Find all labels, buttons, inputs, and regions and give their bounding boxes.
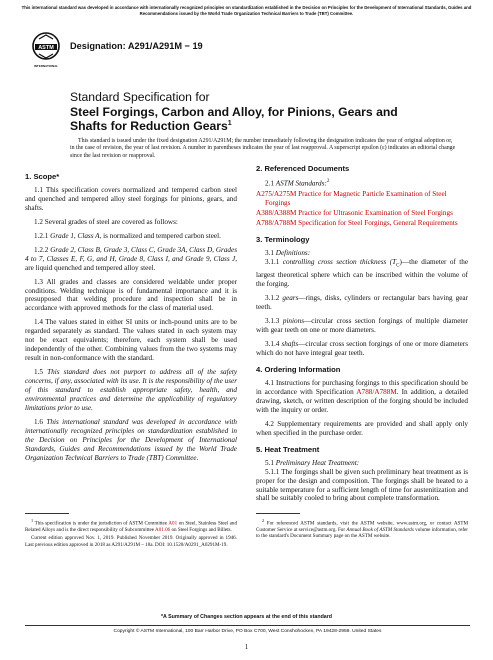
footnote-text: For referenced ASTM standards, visit the ASTM website, www.astm.org, or contact ASTM Customer Service at service@astm.org. For [256,520,468,533]
safety-caveat: This standard does not purport to address all of the safety concerns, if any, associated with its use. It is the responsibility of the user of this standard to establish appropriate safety, health, and environmental practices and determine the applicability of regulatory limitations prior to use. [25,368,238,412]
grade-text: Grade 1, Class A, [50,231,102,240]
section-1-1: 1.1 This specification covers normalized and tempered carbon steel and quenched and tempered alloy steel forgings for pinions, gears, and shafts. [25,185,237,212]
logo-subtext: INTERNATIONAL [33,64,59,68]
footnote-text: on Steel, Stainless Steel and Related Alloys and is the direct responsibility of Subcommittee [25,520,238,533]
section-number: 3.1.3 [265,317,280,326]
section-title: Preliminary Heat Treatment: [275,458,360,467]
wto-notice: This international standard was developed in accordance with internationally recognized principles on standardization established in the Decision on Principles for the Development of International Standards, Guides and Recommendations issued by the World Trade Organization Technical Barriers to Trade (TBT) Committee. [21,5,472,16]
section-1-2-1 [25,232,237,241]
section-1-5 [25,368,237,413]
grade-text: Grade 2, Class B, Grade 3, Class C, Grade 3A, Class D, Grades 4 to 7, Classes E, F, G, and H, Grade 8, Class I, and Grade 9, Class J, [25,245,237,263]
section-text: 4.1 Instructions for purchasing forgings to this specification should be in accordance with Specification [256,378,468,396]
footnote-edition: Current edition approved Nov. 1, 2019. Published November 2019. Originally approved in 1946. Last previous edition approved in 2018 as A291/A291M – 18a. DOI: 10.1520/A0291_A0291M-19. [25,535,237,548]
document-title [70,90,460,134]
section-1-2: 1.2 Several grades of steel are covered as follows: [34,217,178,226]
section-title: ASTM Standards: [275,179,327,188]
issued-note [70,138,458,160]
term-symbol: (T [389,258,397,267]
subcommittee-link[interactable]: A01.06 [155,526,171,533]
designation: Designation: A291/A291M − 19 [70,41,203,51]
section-number: 1.5 [34,368,43,377]
reference-title: Practice for Magnetic Particle Examination of Steel Forgings [265,190,447,208]
footnote-right [256,518,468,542]
footnote-book-title: Annual Book of ASTM Standards [346,526,414,533]
section-text: . In addition, a detailed drawing, sketch, or written description of the forging should be included with the inquiry or order. [256,387,469,414]
term-definition: —circular cross section forgings of multiple diameter with gear teeth on one or more diameters. [256,317,468,335]
term: shafts [281,340,299,349]
footnote-divider-left [25,513,69,514]
section-number: 1.6 [34,417,43,426]
reference-list [256,190,468,228]
section-number: 5.1 [265,458,274,467]
logo-text: ASTM [38,45,54,51]
section-4-2: 4.2 Supplementary requirements are provided and shall apply only when specified in the purchase order. [256,419,468,437]
footnote-text: volume information, refer to the standard's Document Summary page on the ASTM website. [256,526,468,540]
footnote-divider-right [256,513,300,514]
ordering-information-heading: 4. Ordering Information [256,365,341,375]
copyright-line: Copyright © ASTM International, 100 Barr Harbor Drive, PO Box C700, West Conshohocken, PA 19428-2959. United States [25,625,470,634]
title-line-2: Steel Forgings, Carbon and Alloy, for Pinions, Gears and [70,104,398,119]
reference-link-a788[interactable]: A788/A788M [356,387,397,396]
reference-code: A275/A275M [256,190,297,199]
footnote-mark: 2 [326,178,330,184]
term-definition: )—the diameter of the largest theoretical sphere which can be inscribed within the volume of the forging. [256,258,469,289]
section-3-1-2 [256,294,468,312]
term-definition: —rings, disks, cylinders or rectangular bars having gear teeth. [256,294,469,312]
section-number: 3.1.4 [265,340,280,349]
reference-a388[interactable] [256,209,468,218]
reference-code: A388/A388M [256,209,297,218]
section-3-1-4 [256,340,468,358]
footnote-1 [25,518,237,533]
left-column [25,165,237,468]
footnote-text: on Steel Forgings and Billets. [171,526,232,533]
issued-note-text: This standard is issued under the fixed designation A291/A291M; the number immediately following the designation indicates the year of original adoption or, in the case of revision, the year of last revision. A number in parentheses indicates the year of last reapproval. A superscript epsilon (ε) indicates an editorial change since the last revision or reapproval. [70,138,456,159]
scope-heading: 1. Scope* [25,172,60,181]
section-3-1-1 [256,258,468,289]
reference-code: A788/A788M [256,219,297,228]
reference-a788[interactable] [256,219,468,228]
term-symbol-subscript: C [396,263,400,269]
footnote-mark: 2 [262,518,265,523]
section-number: 2.1 [265,179,274,188]
title-line-3: Shafts for Reduction Gears [70,119,228,134]
section-1-2-2 [25,246,237,273]
section-text: is normalized and tempered carbon steel. [103,231,221,240]
section-number: 3.1 [265,249,274,258]
reference-title: Practice for Ultrasonic Examination of Steel Forgings [298,209,453,218]
footnote-2 [256,518,468,540]
section-3-1-3 [256,317,468,335]
term: controlling cross section thickness [282,258,387,267]
section-1-4: 1.4 The values stated in either SI units or inch-pound units are to be regarded separately as standard. The values stated in each system may not be exact equivalents; therefore, each system shall be used independently of the other. Combining values from the two systems may result in non-conformance with the standard. [25,318,237,363]
term: pinions [282,317,305,326]
section-number: 3.1.1 [265,258,280,267]
wto-statement: This international standard was developed in accordance with internationally recognized principles on standardization established in the Decision on Principles for the Development of International Standards, Guides and Recommendations issued by the World Trade Organization Technical Barriers to Trade (TBT) Committee. [25,417,237,462]
section-number: 1.2.1 [34,231,49,240]
reference-title: Specification for Steel Forgings, General Requirements [298,219,458,228]
astm-logo-icon [30,30,62,70]
summary-of-changes-note: *A Summary of Changes section appears at the end of this standard [160,614,333,620]
title-footnote-mark: 1 [227,120,232,128]
section-5-1-1: 5.1.1 The forgings shall be given such preliminary heat treatment as is proper for the design and composition. The forgings shall be heated to a suitable temperature for a sufficient length of time for austenitization and shall be suitably cooled to bring about complete transformation. [256,467,468,503]
title-line-1: Standard Specification for [70,90,210,104]
section-number: 3.1.2 [265,294,280,303]
footnote-mark: 1 [31,518,34,523]
section-text: are liquid quenched and tempered alloy steel. [25,263,156,272]
committee-link[interactable]: A01 [168,520,178,527]
right-column [256,165,468,508]
footnote-left [25,518,237,550]
footnote-text: This specification is under the jurisdiction of ASTM Committee [34,520,168,527]
section-1-3: 1.3 All grades and classes are considered weldable under proper conditions. Welding technique is of fundamental importance and it is presupposed that welding procedure and inspection shall be in accordance with approved methods for the class of material used. [25,277,237,313]
term: gears [282,294,299,303]
section-3-1 [256,249,468,258]
section-1-6 [25,418,237,463]
section-5-1 [256,459,468,468]
reference-a275[interactable] [256,190,468,208]
term-definition: —circular cross section forgings of one or more diameters which do not have integral gear teeth. [256,340,468,358]
section-number: 1.2.2 [34,245,49,254]
section-2-1 [256,178,468,188]
section-title: Definitions: [275,249,311,258]
terminology-heading: 3. Terminology [256,235,310,245]
heat-treatment-heading: 5. Heat Treatment [256,444,320,454]
section-4-1 [256,379,468,415]
referenced-documents-heading: 2. Referenced Documents [256,164,350,173]
page-number: 1 [244,643,249,651]
